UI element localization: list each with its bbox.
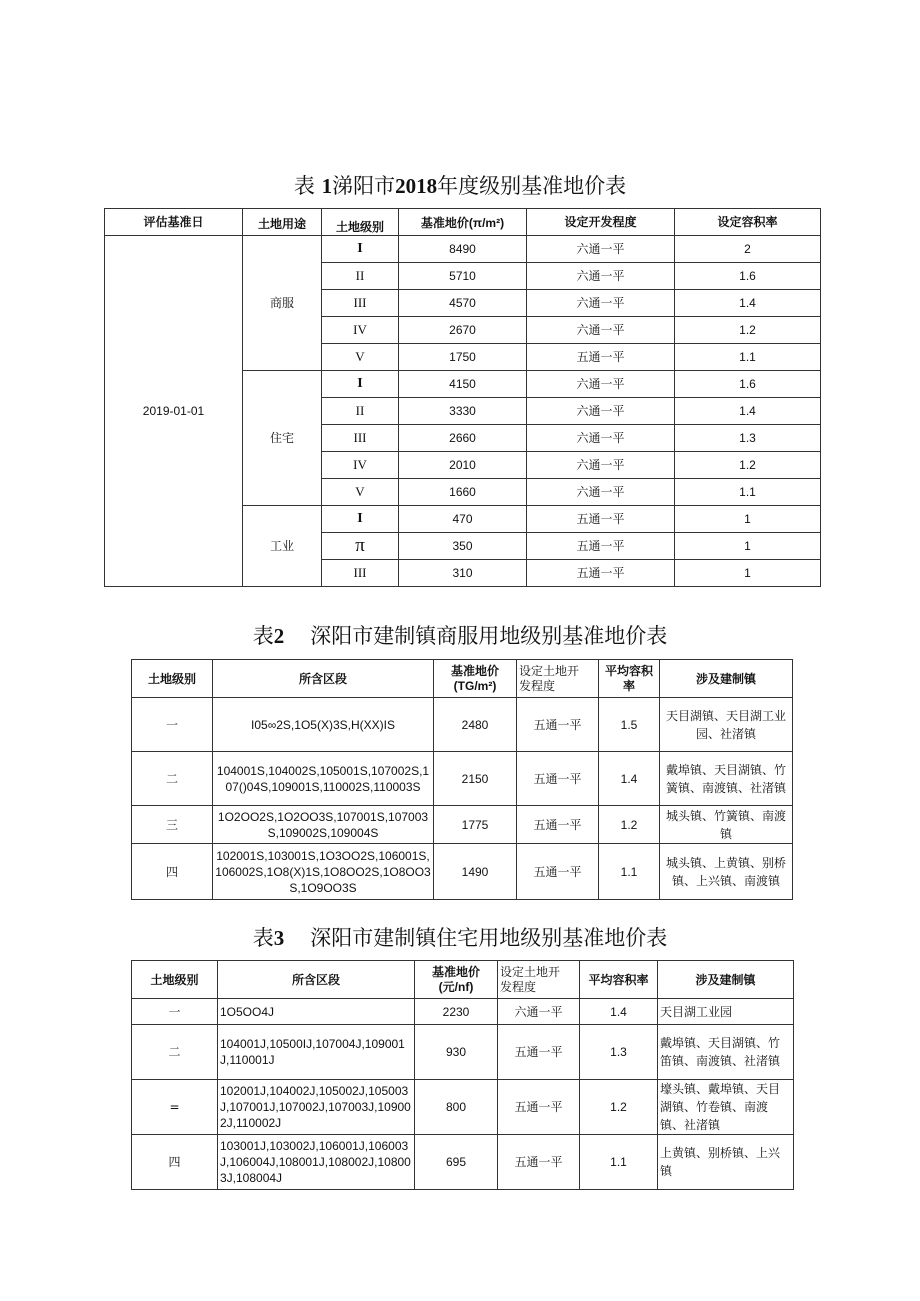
price-cell: 2230 bbox=[415, 999, 498, 1025]
dev-cell: 六通一平 bbox=[527, 317, 675, 344]
dev-cell: 六通一平 bbox=[498, 999, 580, 1025]
land-use-cell: 住宅 bbox=[243, 371, 322, 506]
header-zone: 所含区段 bbox=[218, 961, 415, 999]
level-cell: IV bbox=[322, 452, 399, 479]
towns-cell: 戴埠镇、天目湖镇、竹簧镇、南渡镇、社渚镇 bbox=[660, 752, 793, 806]
header-far: 平均容积率 bbox=[580, 961, 658, 999]
eval-date-cell: 2019-01-01 bbox=[105, 236, 243, 587]
dev-cell: 五通一平 bbox=[517, 806, 599, 844]
dev-cell: 六通一平 bbox=[527, 236, 675, 263]
level-cell: III bbox=[322, 560, 399, 587]
far-cell: 1.4 bbox=[675, 290, 821, 317]
far-cell: 1.5 bbox=[599, 698, 660, 752]
price-cell: 350 bbox=[399, 533, 527, 560]
dev-cell: 五通一平 bbox=[498, 1025, 580, 1080]
table2-title: 表2 深阳市建制镇商服用地级别基准地价表 bbox=[252, 624, 668, 648]
zone-cell: 1O2OO2S,1O2OO3S,107001S,107003S,109002S,109004S bbox=[213, 806, 434, 844]
level-cell: 二 bbox=[132, 1025, 218, 1080]
header-towns: 涉及建制镇 bbox=[658, 961, 794, 999]
zone-cell: 1O5OO4J bbox=[218, 999, 415, 1025]
price-cell: 4150 bbox=[399, 371, 527, 398]
land-use-cell: 商服 bbox=[243, 236, 322, 371]
towns-cell: 天目湖镇、天目湖工业园、社渚镇 bbox=[660, 698, 793, 752]
header-far: 平均容积 率 bbox=[599, 660, 660, 698]
price-cell: 695 bbox=[415, 1135, 498, 1190]
table1-title: 表 1涕阳市2018年度级别基准地价表 bbox=[293, 174, 627, 198]
table2-header-row bbox=[132, 660, 793, 698]
level-cell: 一 bbox=[132, 999, 218, 1025]
table-row bbox=[132, 1135, 794, 1190]
table-row bbox=[132, 844, 793, 900]
table1 bbox=[104, 208, 821, 587]
level-cell: = bbox=[132, 1080, 218, 1135]
header-date: 评估基准日 bbox=[105, 209, 243, 236]
header-dev: 设定土地开 发程度 bbox=[517, 660, 599, 698]
far-cell: 1.6 bbox=[675, 371, 821, 398]
table1-header-row bbox=[105, 209, 821, 236]
header-level: 土地级别 bbox=[132, 660, 213, 698]
header-price: 基准地价(π/m²) bbox=[399, 209, 527, 236]
header-level: 土地级别 bbox=[132, 961, 218, 999]
dev-cell: 六通一平 bbox=[527, 452, 675, 479]
far-cell: 1.2 bbox=[675, 452, 821, 479]
table3-header-row bbox=[132, 961, 794, 999]
level-cell: 四 bbox=[132, 844, 213, 900]
zone-cell: 102001J,104002J,105002J,105003J,107001J,107002J,107003J,109002J,110002J bbox=[218, 1080, 415, 1135]
far-cell: 1.4 bbox=[580, 999, 658, 1025]
dev-cell: 五通一平 bbox=[527, 533, 675, 560]
land-use-cell: 工业 bbox=[243, 506, 322, 587]
towns-cell: 壕头镇、戴埠镇、天目湖镇、竹卷镇、南渡镇、社渚镇 bbox=[658, 1080, 794, 1135]
header-price: 基准地价 (TG/m²) bbox=[434, 660, 517, 698]
dev-cell: 六通一平 bbox=[527, 371, 675, 398]
level-cell: π bbox=[322, 533, 399, 560]
dev-cell: 五通一平 bbox=[527, 560, 675, 587]
zone-cell: 103001J,103002J,106001J,106003J,106004J,108001J,108002J,108003J,108004J bbox=[218, 1135, 415, 1190]
level-cell: I bbox=[322, 506, 399, 533]
far-cell: 2 bbox=[675, 236, 821, 263]
zone-cell: 104001S,104002S,105001S,107002S,107()04S,109001S,110002S,110003S bbox=[213, 752, 434, 806]
table-row bbox=[132, 752, 793, 806]
price-cell: 1750 bbox=[399, 344, 527, 371]
price-cell: 2480 bbox=[434, 698, 517, 752]
price-cell: 1775 bbox=[434, 806, 517, 844]
header-towns: 涉及建制镇 bbox=[660, 660, 793, 698]
far-cell: 1.6 bbox=[675, 263, 821, 290]
price-cell: 4570 bbox=[399, 290, 527, 317]
level-cell: IV bbox=[322, 317, 399, 344]
price-cell: 1490 bbox=[434, 844, 517, 900]
zone-cell: 104001J,10500IJ,107004J,109001J,110001J bbox=[218, 1025, 415, 1080]
header-dev: 设定土地开 发程度 bbox=[498, 961, 580, 999]
price-cell: 470 bbox=[399, 506, 527, 533]
level-cell: 四 bbox=[132, 1135, 218, 1190]
far-cell: 1.2 bbox=[675, 317, 821, 344]
price-cell: 8490 bbox=[399, 236, 527, 263]
zone-cell: I05∞2S,1O5(X)3S,H(XX)IS bbox=[213, 698, 434, 752]
far-cell: 1.1 bbox=[580, 1135, 658, 1190]
level-cell: 二 bbox=[132, 752, 213, 806]
table3 bbox=[131, 960, 794, 1190]
header-level: 土地级别 bbox=[322, 209, 399, 236]
price-cell: 2150 bbox=[434, 752, 517, 806]
dev-cell: 五通一平 bbox=[498, 1080, 580, 1135]
price-cell: 3330 bbox=[399, 398, 527, 425]
far-cell: 1.4 bbox=[675, 398, 821, 425]
far-cell: 1.1 bbox=[599, 844, 660, 900]
far-cell: 1.3 bbox=[580, 1025, 658, 1080]
dev-cell: 六通一平 bbox=[527, 479, 675, 506]
price-cell: 2670 bbox=[399, 317, 527, 344]
header-dev: 设定开发程度 bbox=[527, 209, 675, 236]
table-row bbox=[132, 999, 794, 1025]
level-cell: II bbox=[322, 398, 399, 425]
dev-cell: 五通一平 bbox=[517, 698, 599, 752]
far-cell: 1 bbox=[675, 506, 821, 533]
level-cell: I bbox=[322, 371, 399, 398]
price-cell: 2660 bbox=[399, 425, 527, 452]
table-row bbox=[132, 806, 793, 844]
dev-cell: 六通一平 bbox=[527, 425, 675, 452]
level-cell: I bbox=[322, 236, 399, 263]
table2 bbox=[131, 659, 793, 900]
towns-cell: 城头镇、竹簧镇、南渡镇 bbox=[660, 806, 793, 844]
dev-cell: 六通一平 bbox=[527, 290, 675, 317]
dev-cell: 五通一平 bbox=[498, 1135, 580, 1190]
level-cell: V bbox=[322, 344, 399, 371]
header-far: 设定容积率 bbox=[675, 209, 821, 236]
towns-cell: 城头镇、上黄镇、别桥镇、上兴镇、南渡镇 bbox=[660, 844, 793, 900]
price-cell: 930 bbox=[415, 1025, 498, 1080]
level-cell: 三 bbox=[132, 806, 213, 844]
dev-cell: 五通一平 bbox=[517, 844, 599, 900]
header-use: 土地用途 bbox=[243, 209, 322, 236]
level-cell: III bbox=[322, 425, 399, 452]
far-cell: 1.4 bbox=[599, 752, 660, 806]
price-cell: 310 bbox=[399, 560, 527, 587]
dev-cell: 六通一平 bbox=[527, 263, 675, 290]
dev-cell: 六通一平 bbox=[527, 398, 675, 425]
level-cell: 一 bbox=[132, 698, 213, 752]
far-cell: 1.1 bbox=[675, 479, 821, 506]
dev-cell: 五通一平 bbox=[527, 506, 675, 533]
price-cell: 5710 bbox=[399, 263, 527, 290]
price-cell: 800 bbox=[415, 1080, 498, 1135]
far-cell: 1.1 bbox=[675, 344, 821, 371]
towns-cell: 戴埠镇、天目湖镇、竹笛镇、南渡镇、社渚镇 bbox=[658, 1025, 794, 1080]
price-cell: 1660 bbox=[399, 479, 527, 506]
level-cell: III bbox=[322, 290, 399, 317]
far-cell: 1 bbox=[675, 533, 821, 560]
price-cell: 2010 bbox=[399, 452, 527, 479]
level-cell: V bbox=[322, 479, 399, 506]
far-cell: 1.2 bbox=[599, 806, 660, 844]
towns-cell: 天目湖工业园 bbox=[658, 999, 794, 1025]
table-row bbox=[132, 698, 793, 752]
far-cell: 1.3 bbox=[675, 425, 821, 452]
header-zone: 所含区段 bbox=[213, 660, 434, 698]
level-cell: II bbox=[322, 263, 399, 290]
dev-cell: 五通一平 bbox=[527, 344, 675, 371]
far-cell: 1 bbox=[675, 560, 821, 587]
towns-cell: 上黄镇、别桥镇、上兴镇 bbox=[658, 1135, 794, 1190]
header-price: 基准地价 (元/nf) bbox=[415, 961, 498, 999]
far-cell: 1.2 bbox=[580, 1080, 658, 1135]
table-row bbox=[132, 1025, 794, 1080]
zone-cell: 102001S,103001S,1O3OO2S,106001S,106002S,1O8(X)1S,1O8OO2S,1O8OO3S,1O9OO3S bbox=[213, 844, 434, 900]
table-row bbox=[132, 1080, 794, 1135]
dev-cell: 五通一平 bbox=[517, 752, 599, 806]
table3-title: 表3 深阳市建制镇住宅用地级别基准地价表 bbox=[252, 926, 668, 950]
table1-row bbox=[105, 236, 821, 263]
